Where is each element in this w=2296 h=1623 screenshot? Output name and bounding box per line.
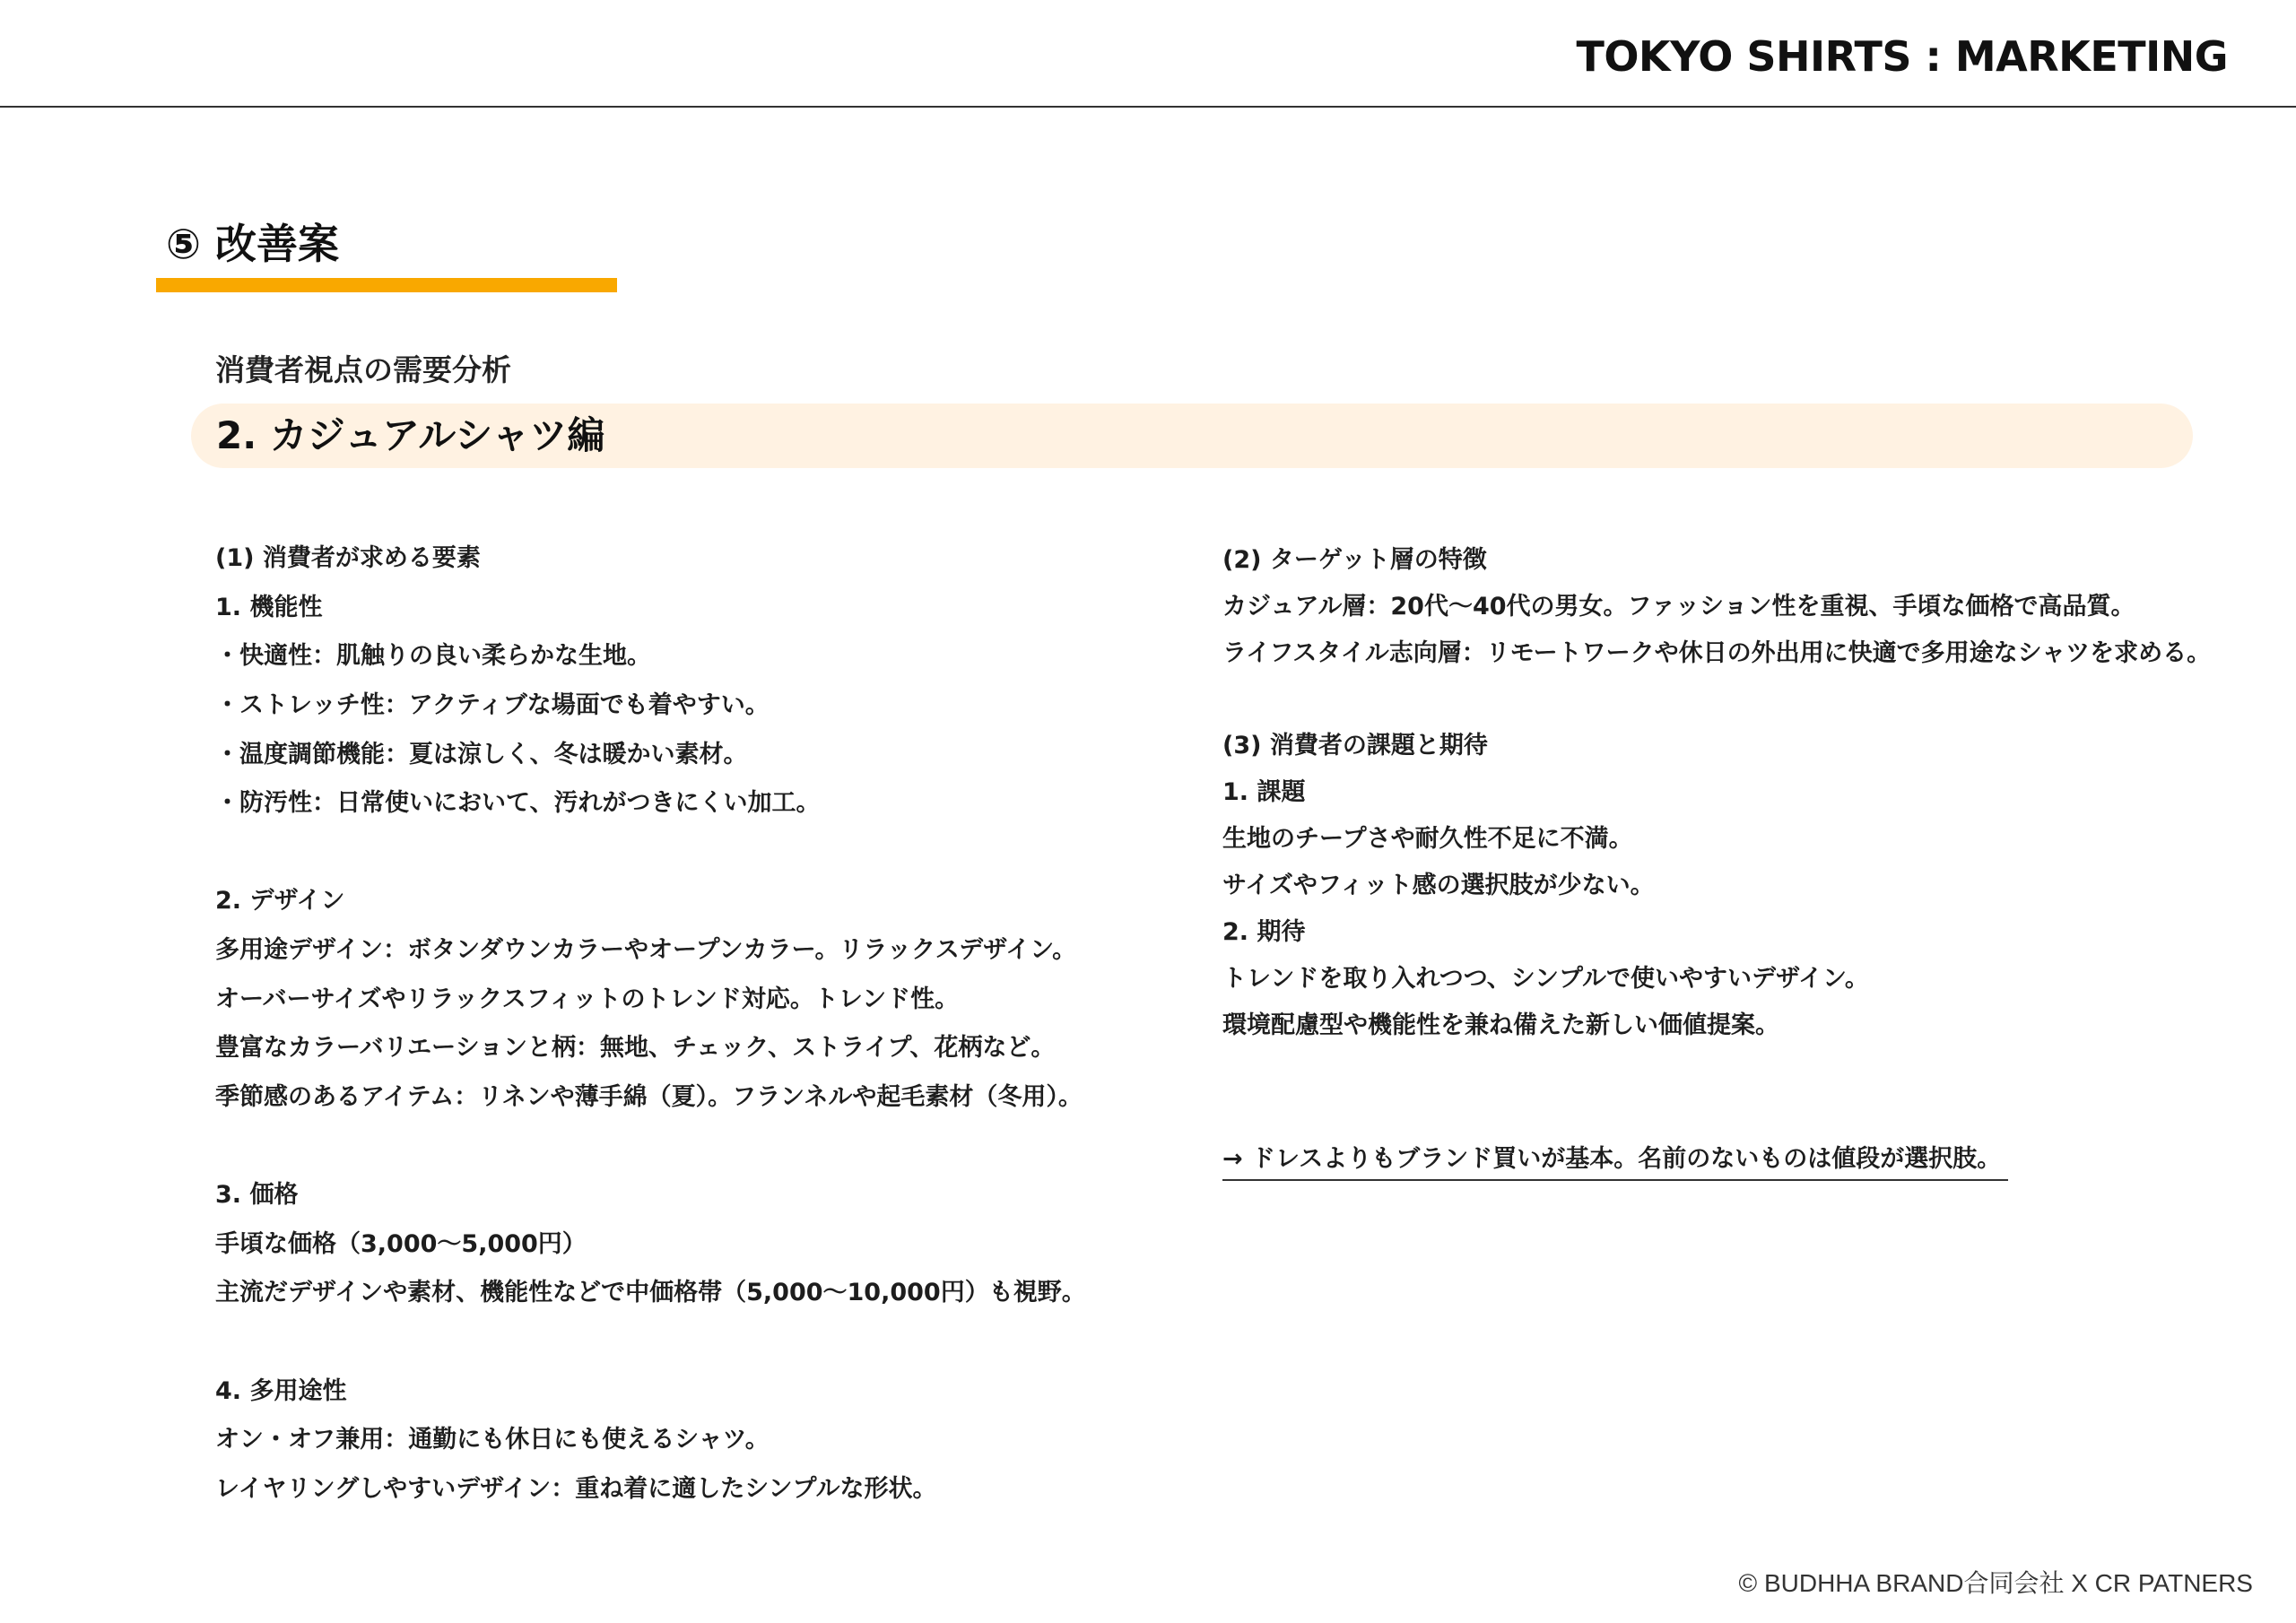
right-line: 環境配慮型や機能性を兼ね備えた新しい価値提案。 xyxy=(1222,1011,1779,1039)
left-heading-elements: (1) 消費者が求める要素 xyxy=(215,544,481,572)
right-line: 生地のチープさや耐久性不足に不満。 xyxy=(1222,825,1633,853)
right-line: ライフスタイル志向層：リモートワークや休日の外出用に快適で多用途なシャツを求める。 xyxy=(1222,639,2212,667)
header-divider xyxy=(0,106,2296,108)
left-line: 3. 価格 xyxy=(215,1181,299,1209)
right-line: サイズやフィット感の選択肢が少ない。 xyxy=(1222,872,1655,899)
left-line: 豊富なカラーバリエーションと柄：無地、チェック、ストライプ、花柄など。 xyxy=(215,1034,1056,1062)
section-banner xyxy=(191,404,2193,468)
right-heading-target: (2) ターゲット層の特徴 xyxy=(1222,546,1487,574)
section-underline xyxy=(156,278,617,292)
left-line: オン・オフ兼用：通勤にも休日にも使えるシャツ。 xyxy=(215,1426,770,1454)
section-banner-text: 2. カジュアルシャツ編 xyxy=(216,413,605,457)
right-line: 1. 課題 xyxy=(1222,778,1306,806)
left-line: ・温度調節機能：夏は涼しく、冬は暖かい素材。 xyxy=(215,741,748,768)
footer-copyright: © BUDHHA BRAND合同会社 X CR PATNERS xyxy=(1738,1569,2253,1597)
left-line: 季節感のあるアイテム：リネンや薄手綿（夏）。フランネルや起毛素材（冬用）。 xyxy=(215,1083,1083,1111)
left-line: 手頃な価格（3,000〜5,000円） xyxy=(215,1230,587,1258)
right-line: トレンドを取り入れつつ、シンプルで使いやすいデザイン。 xyxy=(1222,965,1869,993)
header-title: TOKYO SHIRTS : MARKETING xyxy=(1576,32,2228,81)
left-line: 2. デザイン xyxy=(215,887,345,915)
right-line: カジュアル層：20代〜40代の男女。ファッション性を重視、手頃な価格で高品質。 xyxy=(1222,593,2135,621)
left-line: 1. 機能性 xyxy=(215,594,323,621)
right-heading-issues: (3) 消費者の課題と期待 xyxy=(1222,732,1488,759)
left-line: レイヤリングしやすいデザイン：重ね着に適したシンプルな形状。 xyxy=(215,1475,937,1503)
conclusion-note: → ドレスよりもブランド買いが基本。名前のないものは値段が選択肢。 xyxy=(1222,1139,2008,1181)
right-line: 2. 期待 xyxy=(1222,918,1306,946)
left-line: オーバーサイズやリラックスフィットのトレンド対応。トレンド性。 xyxy=(215,985,960,1013)
left-line: ・防汚性：日常使いにおいて、汚れがつきにくい加工。 xyxy=(215,789,821,817)
subtitle: 消費者視点の需要分析 xyxy=(215,352,511,387)
left-line: ・快適性：肌触りの良い柔らかな生地。 xyxy=(215,642,651,670)
left-line: 4. 多用途性 xyxy=(215,1377,347,1405)
section-heading: ⑤ 改善案 xyxy=(166,220,339,268)
left-line: 多用途デザイン：ボタンダウンカラーやオープンカラー。リラックスデザイン。 xyxy=(215,936,1077,964)
left-line: ・ストレッチ性：アクティブな場面でも着やすい。 xyxy=(215,691,770,719)
left-line: 主流だデザインや素材、機能性などで中価格帯（5,000〜10,000円）も視野。 xyxy=(215,1279,1086,1306)
